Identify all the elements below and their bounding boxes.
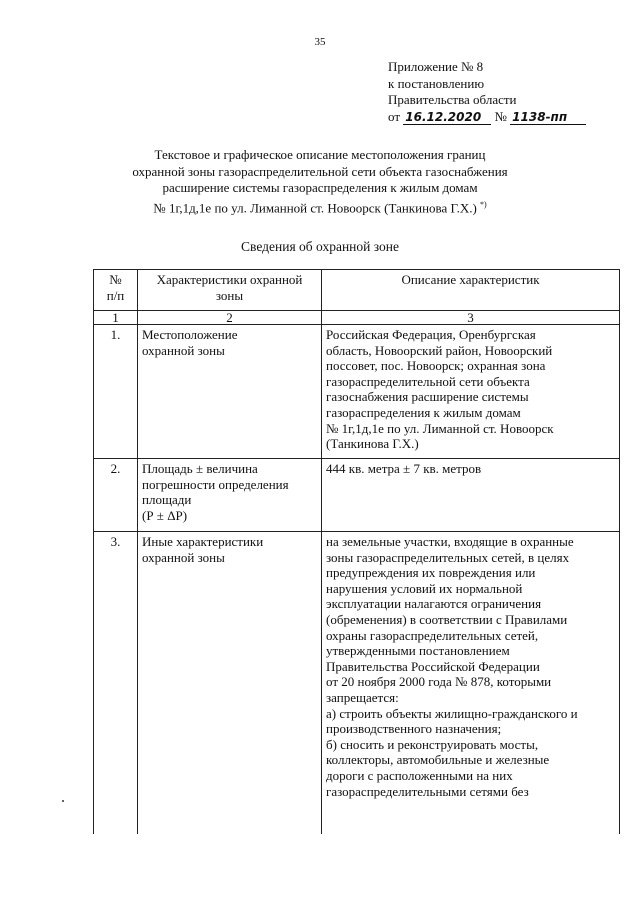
appendix-header: [388, 59, 586, 125]
appendix-line-3: Правительства области: [388, 92, 517, 107]
title-line-4-text: № 1г,1д,1е по ул. Лиманной ст. Новоорск (Танкинова Г.Х.): [153, 199, 477, 215]
appendix-line-2: к постановлению: [388, 75, 485, 91]
row-number: 3.: [94, 532, 138, 835]
from-label: от: [388, 108, 401, 124]
title-line-1: Текстовое и графическое описание местоположения границ: [154, 147, 486, 162]
resolution-date: 16.12.2020: [403, 111, 491, 125]
header-description: Описание характеристик: [322, 270, 620, 311]
page-number: 35: [314, 36, 326, 48]
table-index-row: [94, 311, 620, 325]
row-characteristic: Площадь ± величина погрешности определения площади (Р ± ΔР): [138, 459, 322, 532]
index-cell-2: 2: [138, 311, 322, 325]
table-row: [94, 532, 620, 835]
row-number: 2.: [94, 459, 138, 532]
document-title: [100, 147, 540, 216]
title-line-4: [100, 197, 540, 217]
row-description: на земельные участки, входящие в охранные зоны газораспределительных сетей, в целях предупреждения их повреждения или нарушения условий их нормальной эксплуатации налагаются ограничения (обременения) в соответствии с Правилами охраны газораспределительных сетей, утвержденными постановлением Правительства Российской Федерации от 20 ноября 2000 года № 878, которыми запрещается: а) строить объекты жилищно-гражданского и производственного назначения; б) сносить и реконструировать мосты, коллекторы, автомобильные и железные дороги с расположенными на них газораспределительными сетями без: [322, 532, 620, 835]
row-description: Российская Федерация, Оренбургская область, Новоорский район, Новоорский поссовет, пос. Новоорск; охранная зона газораспределительной сети объекта газоснабжения расширение системы газораспределения к жилым домам № 1г,1д,1е по ул. Лиманной ст. Новоорск (Танкинова Г.Х.): [322, 325, 620, 459]
row-characteristic: Местоположение охранной зоны: [138, 325, 322, 459]
appendix-line-1: Приложение № 8: [388, 59, 484, 74]
table-header-row: [94, 270, 620, 311]
header-characteristics: Характеристики охранной зоны: [138, 270, 322, 311]
number-label: №: [494, 108, 507, 124]
section-subtitle: Сведения об охранной зоне: [241, 239, 399, 254]
row-description: 444 кв. метра ± 7 кв. метров: [322, 459, 620, 532]
index-cell-3: 3: [322, 311, 620, 325]
title-line-3: расширение системы газораспределения к жилым домам: [162, 180, 478, 195]
appendix-date-line: [388, 109, 586, 126]
header-number: № п/п: [94, 270, 138, 311]
row-characteristic: Иные характеристики охранной зоны: [138, 532, 322, 835]
footnote-mark: *): [480, 199, 487, 209]
index-cell-1: 1: [94, 311, 138, 325]
resolution-number: 1138-пп: [510, 111, 586, 125]
table-row: [94, 325, 620, 459]
table-row: [94, 459, 620, 532]
title-line-2: охранной зоны газораспределительной сети объекта газоснабжения: [132, 163, 508, 179]
row-number: 1.: [94, 325, 138, 459]
margin-dot: [62, 800, 64, 802]
protection-zone-table: [93, 269, 620, 834]
